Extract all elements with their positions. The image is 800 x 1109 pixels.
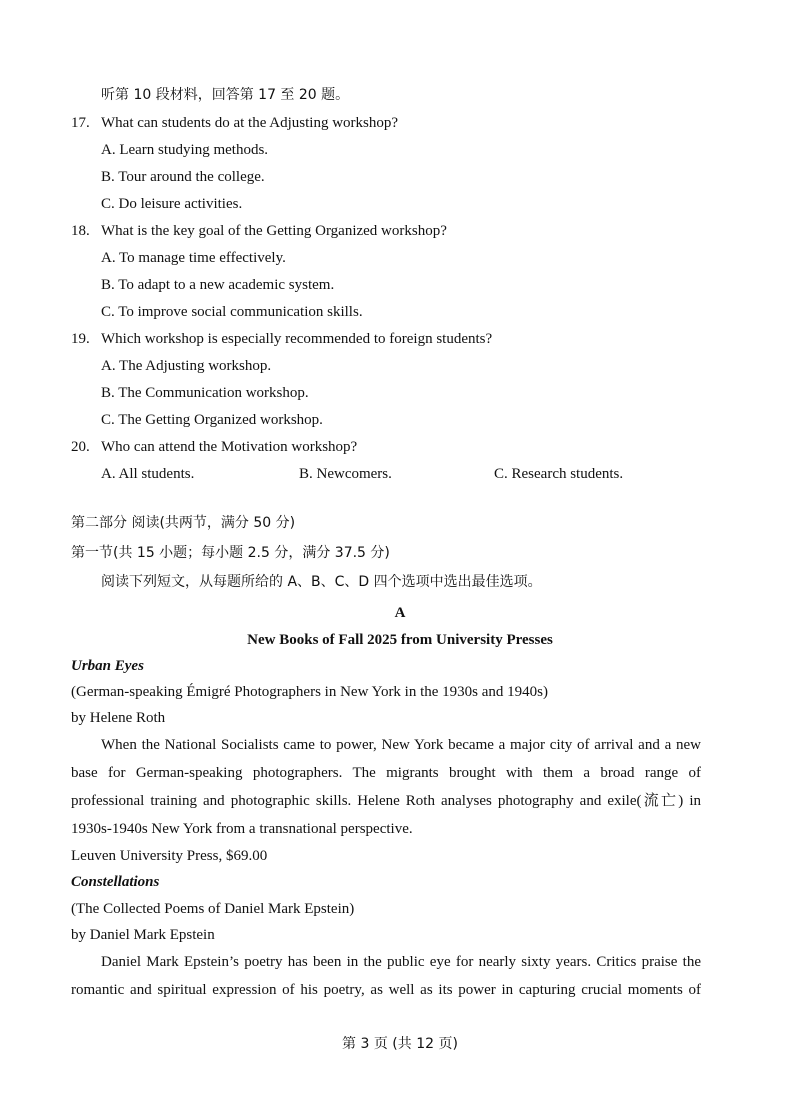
book-1-body-line-4: 1930s-1940s New York from a transnational perspective. — [71, 821, 413, 837]
book-1-body-line-3: professional training and photographic skills. Helene Roth analyses photography and exile(流亡) in — [71, 793, 701, 809]
passage-letter: A — [394, 605, 406, 621]
book-2-body-line-1: Daniel Mark Epstein’s poetry has been in the public eye for nearly sixty years. Critics praise the — [101, 954, 701, 970]
question-20-option-a: A. All students. — [101, 466, 195, 482]
book-1-body-line-1: When the National Socialists came to power, New York became a major city of arrival and a new — [101, 737, 701, 753]
book-1-body-line-2: base for German-speaking photographers. The migrants brought with them a broad range of — [71, 765, 701, 781]
question-17-stem: What can students do at the Adjusting workshop? — [101, 115, 399, 131]
book-1-author: by Helene Roth — [71, 710, 166, 726]
book-1-title: Urban Eyes — [71, 658, 144, 674]
passage-title: New Books of Fall 2025 from University Presses — [247, 632, 553, 648]
question-19-number: 19. — [71, 331, 90, 347]
listening-intro: 听第 10 段材料，回答第 17 至 20 题。 — [101, 87, 350, 103]
question-19-option-c: C. The Getting Organized workshop. — [101, 412, 323, 428]
question-18-number: 18. — [71, 223, 90, 239]
book-2-author: by Daniel Mark Epstein — [71, 927, 215, 943]
question-17-option-a: A. Learn studying methods. — [101, 142, 269, 158]
question-18-option-b: B. To adapt to a new academic system. — [101, 277, 335, 293]
question-19-stem: Which workshop is especially recommended to foreign students? — [101, 331, 493, 347]
question-17-option-b: B. Tour around the college. — [101, 169, 265, 185]
book-2-title: Constellations — [71, 874, 160, 890]
reading-instruction: 阅读下列短文，从每题所给的 A、B、C、D 四个选项中选出最佳选项。 — [101, 574, 542, 590]
question-20-number: 20. — [71, 439, 90, 455]
question-20-option-c: C. Research students. — [494, 466, 624, 482]
book-1-publisher: Leuven University Press, $69.00 — [71, 848, 268, 864]
question-18-stem: What is the key goal of the Getting Organized workshop? — [101, 223, 447, 239]
question-20-stem: Who can attend the Motivation workshop? — [101, 439, 358, 455]
question-17-number: 17. — [71, 115, 90, 131]
page-number: 第 3 页 (共 12 页) — [342, 1036, 458, 1052]
reading-section-title: 第一节(共 15 小题；每小题 2.5 分，满分 37.5 分) — [71, 545, 390, 561]
question-19-option-a: A. The Adjusting workshop. — [101, 358, 272, 374]
question-20-option-b: B. Newcomers. — [299, 466, 392, 482]
question-17-option-c: C. Do leisure activities. — [101, 196, 243, 212]
question-18-option-c: C. To improve social communication skills. — [101, 304, 363, 320]
book-2-subtitle: (The Collected Poems of Daniel Mark Epstein) — [71, 901, 355, 917]
reading-part-title: 第二部分 阅读(共两节，满分 50 分) — [71, 515, 296, 531]
question-19-option-b: B. The Communication workshop. — [101, 385, 309, 401]
question-18-option-a: A. To manage time effectively. — [101, 250, 286, 266]
book-2-body-line-2: romantic and spiritual expression of his poetry, as well as its power in capturing crucial moments of — [71, 982, 701, 998]
book-1-subtitle: (German-speaking Émigré Photographers in New York in the 1930s and 1940s) — [71, 684, 549, 700]
